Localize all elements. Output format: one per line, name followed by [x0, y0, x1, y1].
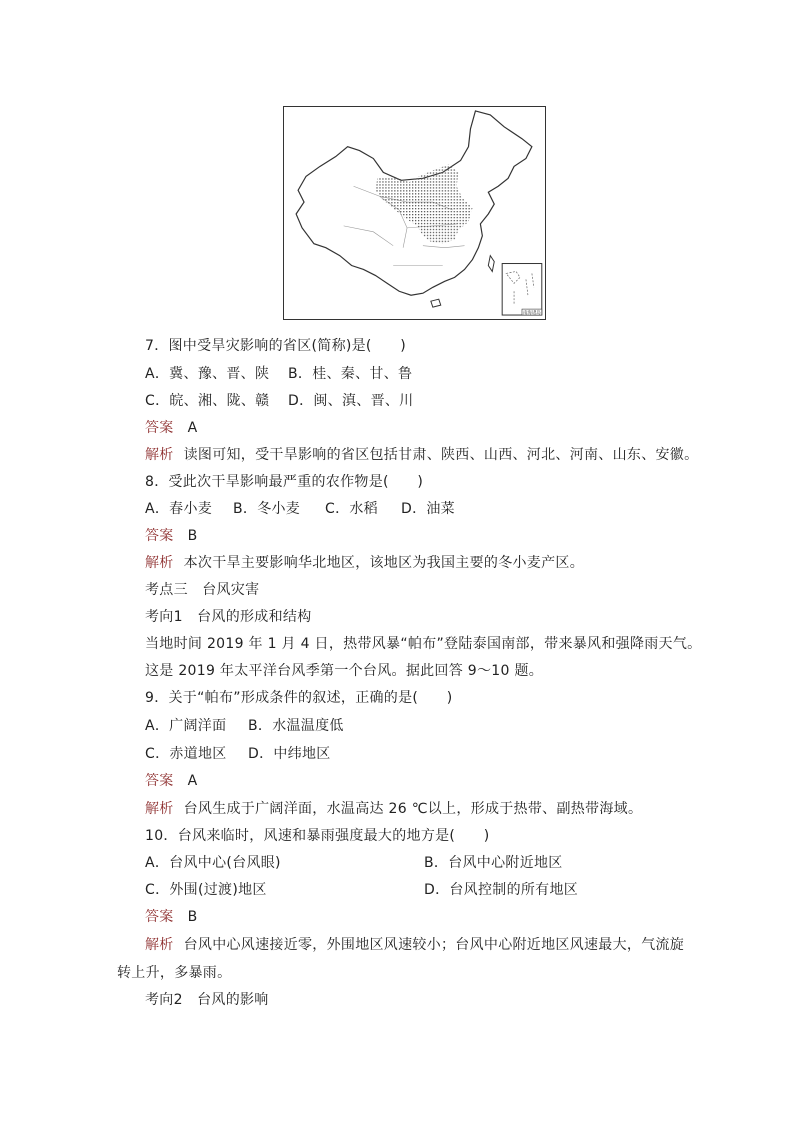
subsection-title: 考向1 台风的形成和结构	[145, 609, 312, 625]
q10-options-row1	[145, 853, 563, 873]
q10-analysis-line1	[145, 935, 684, 955]
section-title: 考点三 台风灾害	[145, 582, 260, 598]
q10-stem: 10．台风来临时，风速和暴雨强度最大的地方是( )	[145, 828, 490, 844]
q8-stem: 8．受此次干旱影响最严重的农作物是( )	[145, 474, 424, 490]
q8-analysis	[145, 553, 584, 573]
q10-option-c: C．外围(过渡)地区	[145, 882, 267, 898]
analysis-label: 解析	[145, 447, 174, 463]
answer-label: 答案	[145, 528, 174, 544]
inset-label: 南海诸岛	[522, 311, 541, 317]
q10-analysis-line2: 转上升，多暴雨。	[117, 965, 232, 981]
south-sea-inset	[502, 264, 542, 316]
q9-stem: 9．关于“帕布”形成条件的叙述，正确的是( )	[145, 690, 453, 706]
answer-label: 答案	[145, 420, 174, 436]
subsection-title-2: 考向2 台风的影响	[145, 992, 269, 1008]
analysis-text: 台风中心风速接近零，外围地区风速较小；台风中心附近地区风速最大，气流旋	[183, 937, 685, 953]
analysis-label: 解析	[145, 555, 174, 571]
q9-option-c: C．赤道地区	[145, 746, 227, 762]
q7-option-c: C．皖、湘、陇、赣	[145, 393, 270, 409]
analysis-text: 台风生成于广阔洋面，水温高达 26 ℃以上，形成于热带、副热带海域。	[183, 801, 643, 817]
q8-option-d: D．油菜	[401, 501, 455, 517]
q8-option-b: B．冬小麦	[233, 501, 301, 517]
q10-answer	[145, 907, 198, 927]
answer-value: B	[187, 909, 198, 925]
q7-stem: 7．图中受旱灾影响的省区(简称)是( )	[145, 338, 407, 354]
q10-option-d: D．台风控制的所有地区	[424, 882, 579, 898]
answer-label: 答案	[145, 773, 174, 789]
answer-value: A	[187, 420, 198, 436]
q7-answer	[145, 418, 198, 438]
answer-label: 答案	[145, 909, 174, 925]
intro-line-1: 当地时间 2019 年 1 月 4 日，热带风暴“帕布”登陆泰国南部，带来暴风和强降雨天气。	[145, 636, 702, 652]
china-drought-map	[283, 106, 546, 320]
q7-option-a: A．冀、豫、晋、陕	[145, 366, 270, 382]
q10-option-b: B．台风中心附近地区	[424, 855, 563, 871]
q8-option-c: C．水稻	[325, 501, 378, 517]
q7-analysis	[145, 445, 698, 465]
analysis-label: 解析	[145, 801, 174, 817]
q10-options-row2	[145, 880, 578, 900]
q7-option-b: B．桂、秦、甘、鲁	[288, 366, 413, 382]
intro-line-2: 这是 2019 年太平洋台风季第一个台风。据此回答 9～10 题。	[145, 663, 544, 679]
q9-option-d: D．中纬地区	[248, 746, 331, 762]
q7-options-row1	[145, 364, 412, 384]
q8-option-a: A．春小麦	[145, 501, 213, 517]
q8-answer	[145, 526, 198, 546]
analysis-label: 解析	[145, 937, 174, 953]
q9-option-b: B．水温温度低	[248, 718, 344, 734]
q9-analysis	[145, 799, 642, 819]
answer-value: A	[187, 773, 198, 789]
q8-options	[145, 499, 455, 519]
answer-value: B	[187, 528, 198, 544]
q7-option-d: D．闽、滇、晋、川	[288, 393, 414, 409]
q9-answer	[145, 771, 198, 791]
q9-options-row1	[145, 716, 344, 736]
analysis-text: 读图可知，受干旱影响的省区包括甘肃、陕西、山西、河北、河南、山东、安徽。	[183, 447, 699, 463]
q10-option-a: A．台风中心(台风眼)	[145, 855, 281, 871]
q9-options-row2	[145, 744, 331, 764]
analysis-text: 本次干旱主要影响华北地区，该地区为我国主要的冬小麦产区。	[183, 555, 585, 571]
q7-options-row2	[145, 391, 413, 411]
q9-option-a: A．广阔洋面	[145, 718, 227, 734]
